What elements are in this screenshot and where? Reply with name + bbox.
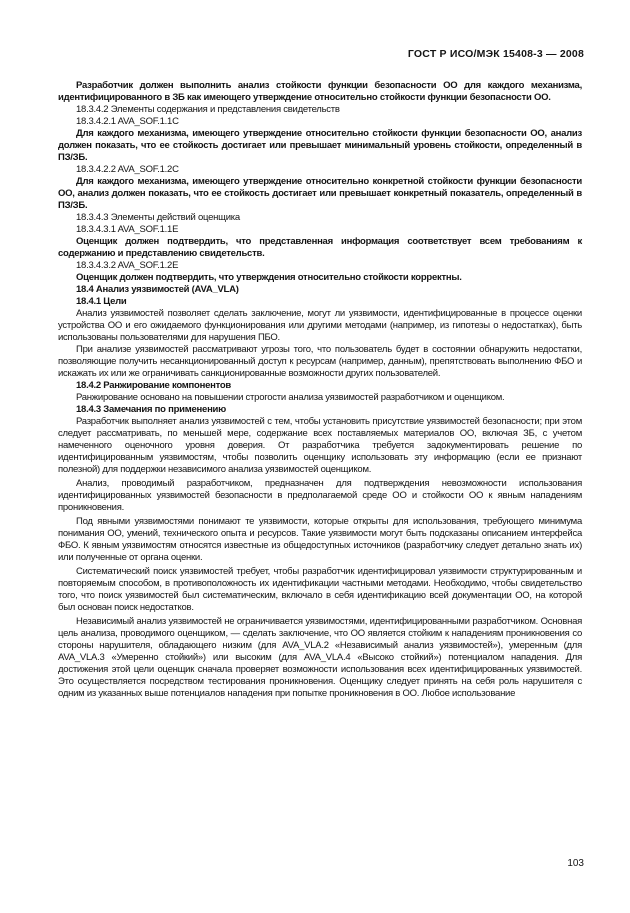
paragraph: Систематический поиск уязвимостей требует, чтобы разработчик идентифицировал уязвимости структурированным и повторяемым способом, в противоположность их идентификации частными методами. Необходимо, чтобы свидетельство того, что поиск уязвимостей был систематическим, включало в себя идентификацию всей документации ОО, на которой был основан поиск недостатков.	[58, 566, 582, 613]
page-number: 103	[567, 858, 584, 869]
paragraph: 18.3.4.3.2 AVA_SOF.1.2E	[76, 260, 179, 271]
paragraph: Разработчик выполняет анализ уязвимостей с тем, чтобы установить присутствие уязвимостей безопасности; при этом следует рассматривать, по меньшей мере, содержание всех поставляемых материалов ОО, включая ЗБ, с учетом намеченного оценочного уровня доверия. От разработчика требуется задокументировать решение по идентифицированным уязвимостям, чтобы позволить оценщику использовать эту информацию (если ее признают полезной) для поддержки независимого анализа уязвимостей оценщиком.	[58, 416, 582, 475]
bold-paragraph: 18.4.2 Ранжирование компонентов	[76, 380, 232, 391]
bold-paragraph: Оценщик должен подтвердить, что представленная информация соответствует всем требованиям к содержанию и представлению свидетельств.	[58, 236, 582, 259]
paragraph: 18.3.4.2 Элементы содержания и представления свидетельств	[76, 104, 340, 115]
paragraph: 18.3.4.3 Элементы действий оценщика	[76, 212, 240, 223]
paragraph: 18.3.4.3.1 AVA_SOF.1.1E	[76, 224, 179, 235]
paragraph: При анализе уязвимостей рассматривают угрозы того, что пользователь будет в состоянии обнаружить недостатки, позволяющие получить несанкционированный доступ к ресурсам (например, данным), препятствовать выполнению ФБО и искажать их или же ограничивать санкционированные возможности других пользователей.	[58, 344, 582, 379]
paragraph: Ранжирование основано на повышении строгости анализа уязвимостей разработчиком и оценщиком.	[76, 392, 505, 403]
paragraph: 18.3.4.2.2 AVA_SOF.1.2C	[76, 164, 179, 175]
bold-paragraph: Оценщик должен подтвердить, что утверждения относительно стойкости корректны.	[76, 272, 462, 283]
paragraph: Анализ, проводимый разработчиком, предназначен для подтверждения невозможности использования идентифицированных уязвимостей безопасности в предполагаемой среде ОО и стойкости ОО к явным нападениям проникновения.	[58, 478, 582, 513]
paragraph: Анализ уязвимостей позволяет сделать заключение, могут ли уязвимости, идентифицированные в процессе оценки устройства ОО и его ожидаемого функционирования или другими методами (например, из гипотезы о недостатках), быть использованы пользователями для нарушения ПБО.	[58, 308, 582, 343]
document-body	[58, 80, 582, 700]
paragraph: 18.3.4.2.1 AVA_SOF.1.1C	[76, 116, 179, 127]
bold-paragraph: 18.4.3 Замечания по применению	[76, 404, 227, 415]
standard-header: ГОСТ Р ИСО/МЭК 15408-3 — 2008	[407, 48, 584, 60]
bold-paragraph: 18.4.1 Цели	[76, 296, 127, 307]
bold-paragraph: Для каждого механизма, имеющего утверждение относительно конкретной стойкости функции безопасности ОО, анализ должен показать, что ее стойкость достигает или превышает конкретный показатель, определенный в ПЗ/ЗБ.	[58, 176, 582, 211]
paragraph: Независимый анализ уязвимостей не ограничивается уязвимостями, идентифицированными разработчиком. Основная цель анализа, проводимого оценщиком, — сделать заключение, что ОО является стойким к нападениям проникновения со стороны нарушителя, обладающего низким (для AVA_VLA.2 «Независимый анализ уязвимостей»), умеренным (для AVA_VLA.3 «Умеренно стойкий») или высоким (для AVA_VLA.4 «Высоко стойкий») потенциалом нападения. Для достижения этой цели оценщик сначала проверяет возможности использования всех идентифицированных уязвимостей. Это осуществляется посредством тестирования проникновения. Оценщику следует принять на себя роль нарушителя с одним из указанных выше потенциалов нападения при попытке проникновения в ОО. Любое использование	[58, 616, 582, 699]
bold-paragraph: 18.4 Анализ уязвимостей (AVA_VLA)	[76, 284, 239, 295]
bold-paragraph: Для каждого механизма, имеющего утверждение относительно стойкости функции безопасности ОО, анализ должен показать, что ее стойкость достигает или превышает минимальный уровень стойкости, определенный в ПЗ/ЗБ.	[58, 128, 582, 163]
bold-paragraph: Разработчик должен выполнить анализ стойкости функции безопасности ОО для каждого механизма, идентифицированного в ЗБ как имеющего утверждение относительно стойкости функции безопасности ОО.	[58, 80, 582, 103]
paragraph: Под явными уязвимостями понимают те уязвимости, которые открыты для использования, требующего минимума понимания ОО, умений, технического опыта и ресурсов. Такие уязвимости могут быть подсказаны описанием интерфейса ФБО. К явным уязвимостям относятся известные из общедоступных источников (разработчику следует детально знать их) или полученные от органа оценки.	[58, 516, 582, 563]
